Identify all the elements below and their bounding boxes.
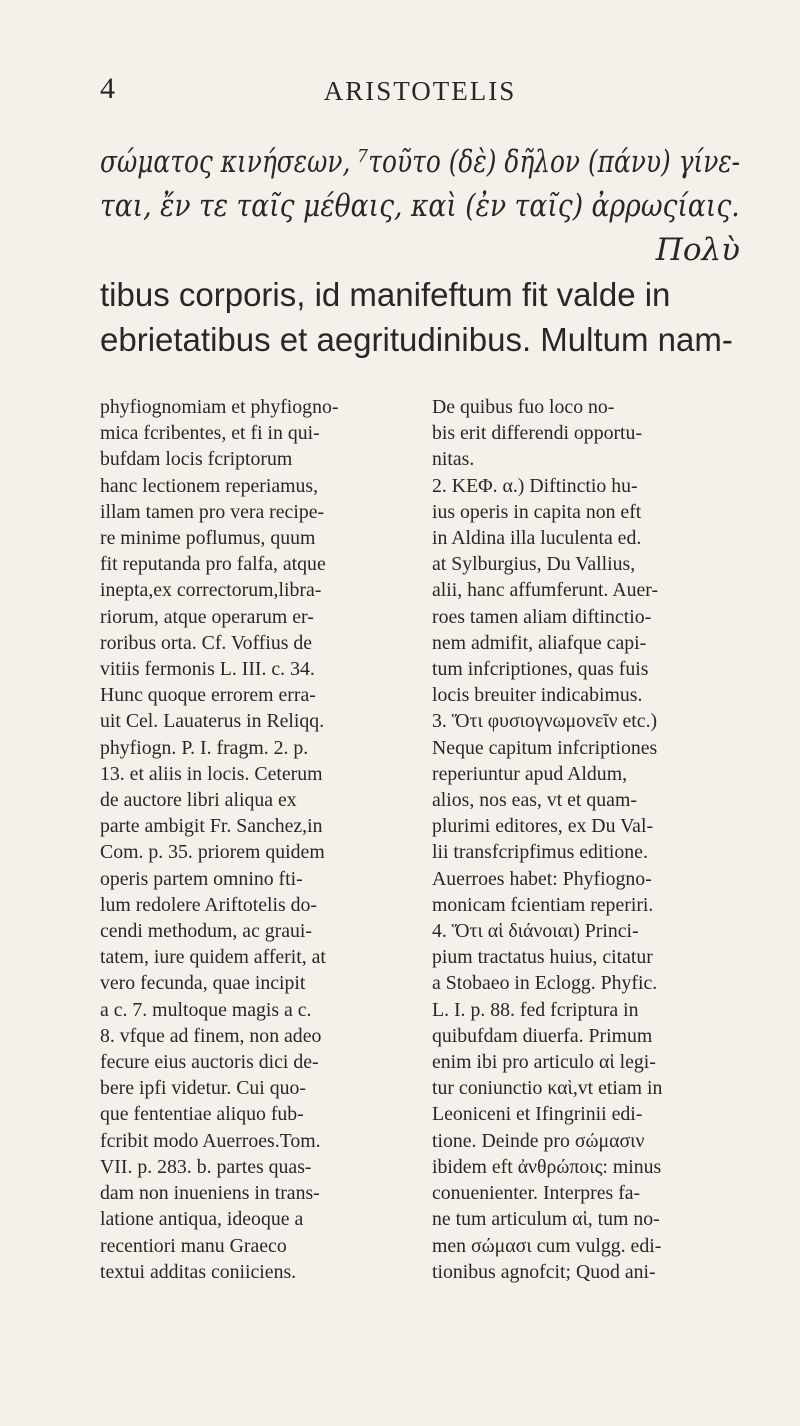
footnote-line: 4. Ὅτι αἱ διάνοιαι) Princi- xyxy=(432,920,639,943)
footnotes-right-column xyxy=(432,394,750,1285)
footnote-line: textui additas coniiciens. xyxy=(100,1260,297,1283)
latin-translation xyxy=(100,272,746,362)
footnote-line: monicam fcientiam reperiri. xyxy=(432,893,654,916)
footnote-line: roes tamen aliam diftinctio- xyxy=(432,605,652,628)
footnote-line: alii, hanc affumferunt. Auer- xyxy=(432,579,659,602)
footnote-line: hanc lectionem reperiamus, xyxy=(100,474,319,497)
footnote-line: enim ibi pro articulo αἱ legi- xyxy=(432,1051,656,1074)
page-header xyxy=(100,68,740,112)
footnote-line: fit reputanda pro falfa, atque xyxy=(100,553,326,576)
footnote-line: quibufdam diuerfa. Primum xyxy=(432,1024,653,1047)
footnote-line: in Aldina illa luculenta ed. xyxy=(432,527,642,550)
footnote-line: bis erit differendi opportu- xyxy=(432,422,643,445)
footnote-line: nitas. xyxy=(432,448,475,471)
footnote-line: ius operis in capita non eft xyxy=(432,500,642,523)
footnote-line: recentiori manu Graeco xyxy=(100,1234,287,1257)
footnote-line: at Sylburgius, Du Vallius, xyxy=(432,553,636,576)
footnote-line: a c. 7. multoque magis a c. xyxy=(100,998,312,1021)
footnote-line: 8. vfque ad finem, non adeo xyxy=(100,1024,322,1047)
footnote-line: locis breuiter indicabimus. xyxy=(432,684,643,707)
greek-line: σώματος κινήσεων, ⁷τοῦτο (δὲ) δῆλον (πάνυ) γίνε- xyxy=(100,144,741,180)
footnote-line: vitiis fermonis L. III. c. 34. xyxy=(100,658,315,681)
footnote-line: bufdam locis fcriptorum xyxy=(100,448,293,471)
footnote-line: uit Cel. Lauaterus in Reliqq. xyxy=(100,710,325,733)
footnote-line: 2. ΚΕΦ. α.) Diftinctio hu- xyxy=(432,474,638,497)
footnotes-left-column xyxy=(100,394,415,1285)
footnote-line: Auerroes habet: Phyfiogno- xyxy=(432,867,652,890)
footnote-line: que fententiae aliquo fub- xyxy=(100,1103,304,1126)
greek-line: Πολὺ xyxy=(655,232,740,268)
footnote-line: parte ambigit Fr. Sanchez,in xyxy=(100,815,323,838)
footnote-line: lii transfcripfimus editione. xyxy=(432,841,648,864)
footnote-line: a Stobaeo in Eclogg. Phyfic. xyxy=(432,972,658,995)
footnote-line: fcribit modo Auerroes.Tom. xyxy=(100,1129,321,1152)
footnote-line: roribus orta. Cf. Voffius de xyxy=(100,631,313,654)
footnote-line: phyfiogn. P. I. fragm. 2. p. xyxy=(100,736,309,759)
footnote-line: bere ipfi videtur. Cui quo- xyxy=(100,1077,307,1100)
footnote-line: latione antiqua, ideoque a xyxy=(100,1208,304,1231)
footnote-line: re minime poflumus, quum xyxy=(100,527,316,550)
footnote-line: L. I. p. 88. fed fcriptura in xyxy=(432,998,639,1021)
footnote-line: vero fecunda, quae incipit xyxy=(100,972,306,995)
footnote-line: reperiuntur apud Aldum, xyxy=(432,762,628,785)
greek-line: ται, ἔν τε ταῖς μέθαις, καὶ (ἐν ταῖς) ἀρρωςίαις. xyxy=(100,188,740,224)
latin-line: tibus corporis, id manifeftum fit valde in xyxy=(100,276,671,313)
footnote-line: cendi methodum, ac graui- xyxy=(100,920,313,943)
footnote-line: operis partem omnino fti- xyxy=(100,867,303,890)
footnote-line: fecure eius auctoris dici de- xyxy=(100,1051,319,1074)
footnote-line: VII. p. 283. b. partes quas- xyxy=(100,1155,312,1178)
footnote-line: men σώμασι cum vulgg. edi- xyxy=(432,1234,662,1257)
footnote-line: inepta,ex correctorum,libra- xyxy=(100,579,322,602)
greek-text-block xyxy=(100,140,740,272)
footnote-line: Leoniceni et Ifingrinii edi- xyxy=(432,1103,643,1126)
footnote-line: ne tum articulum αἱ, tum no- xyxy=(432,1208,660,1231)
footnote-line: Neque capitum infcriptiones xyxy=(432,736,658,759)
footnote-line: plurimi editores, ex Du Val- xyxy=(432,815,654,838)
footnote-line: conuenienter. Interpres fa- xyxy=(432,1182,641,1205)
footnote-line: tur coniunctio καὶ,vt etiam in xyxy=(432,1077,663,1100)
footnote-line: de auctore libri aliqua ex xyxy=(100,789,297,812)
footnote-line: tatem, iure quidem afferit, at xyxy=(100,946,326,969)
footnote-line: nem admifit, aliafque capi- xyxy=(432,631,647,654)
footnote-line: dam non inueniens in trans- xyxy=(100,1182,320,1205)
footnote-line: Com. p. 35. priorem quidem xyxy=(100,841,325,864)
footnote-line: mica fcribentes, et fi in qui- xyxy=(100,422,320,445)
footnote-line: 13. et aliis in locis. Ceterum xyxy=(100,762,323,785)
footnote-line: pium tractatus huius, citatur xyxy=(432,946,653,969)
footnote-line: De quibus fuo loco no- xyxy=(432,396,615,418)
latin-line: ebrietatibus et aegritudinibus. Multum nam- xyxy=(100,321,733,358)
footnote-line: phyfiognomiam et phyfiogno- xyxy=(100,396,339,418)
footnote-line: tum infcriptiones, quas fuis xyxy=(432,658,649,681)
footnote-line: lum redolere Ariftotelis do- xyxy=(100,893,317,916)
footnote-line: alios, nos eas, vt et quam- xyxy=(432,789,637,812)
footnote-line: 3. Ὅτι φυσιογνωμονεῖν etc.) xyxy=(432,710,658,733)
running-title: ARISTOTELIS xyxy=(323,76,517,106)
footnote-line: tionibus agnofcit; Quod ani- xyxy=(432,1260,656,1283)
footnote-line: riorum, atque operarum er- xyxy=(100,605,314,628)
footnote-line: tione. Deinde pro σώμασιν xyxy=(432,1129,645,1152)
footnote-line: Hunc quoque errorem erra- xyxy=(100,684,316,707)
footnote-line: illam tamen pro vera recipe- xyxy=(100,500,325,523)
page-number: 4 xyxy=(100,72,115,105)
footnote-line: ibidem eft ἀνθρώποις: minus xyxy=(432,1155,662,1178)
